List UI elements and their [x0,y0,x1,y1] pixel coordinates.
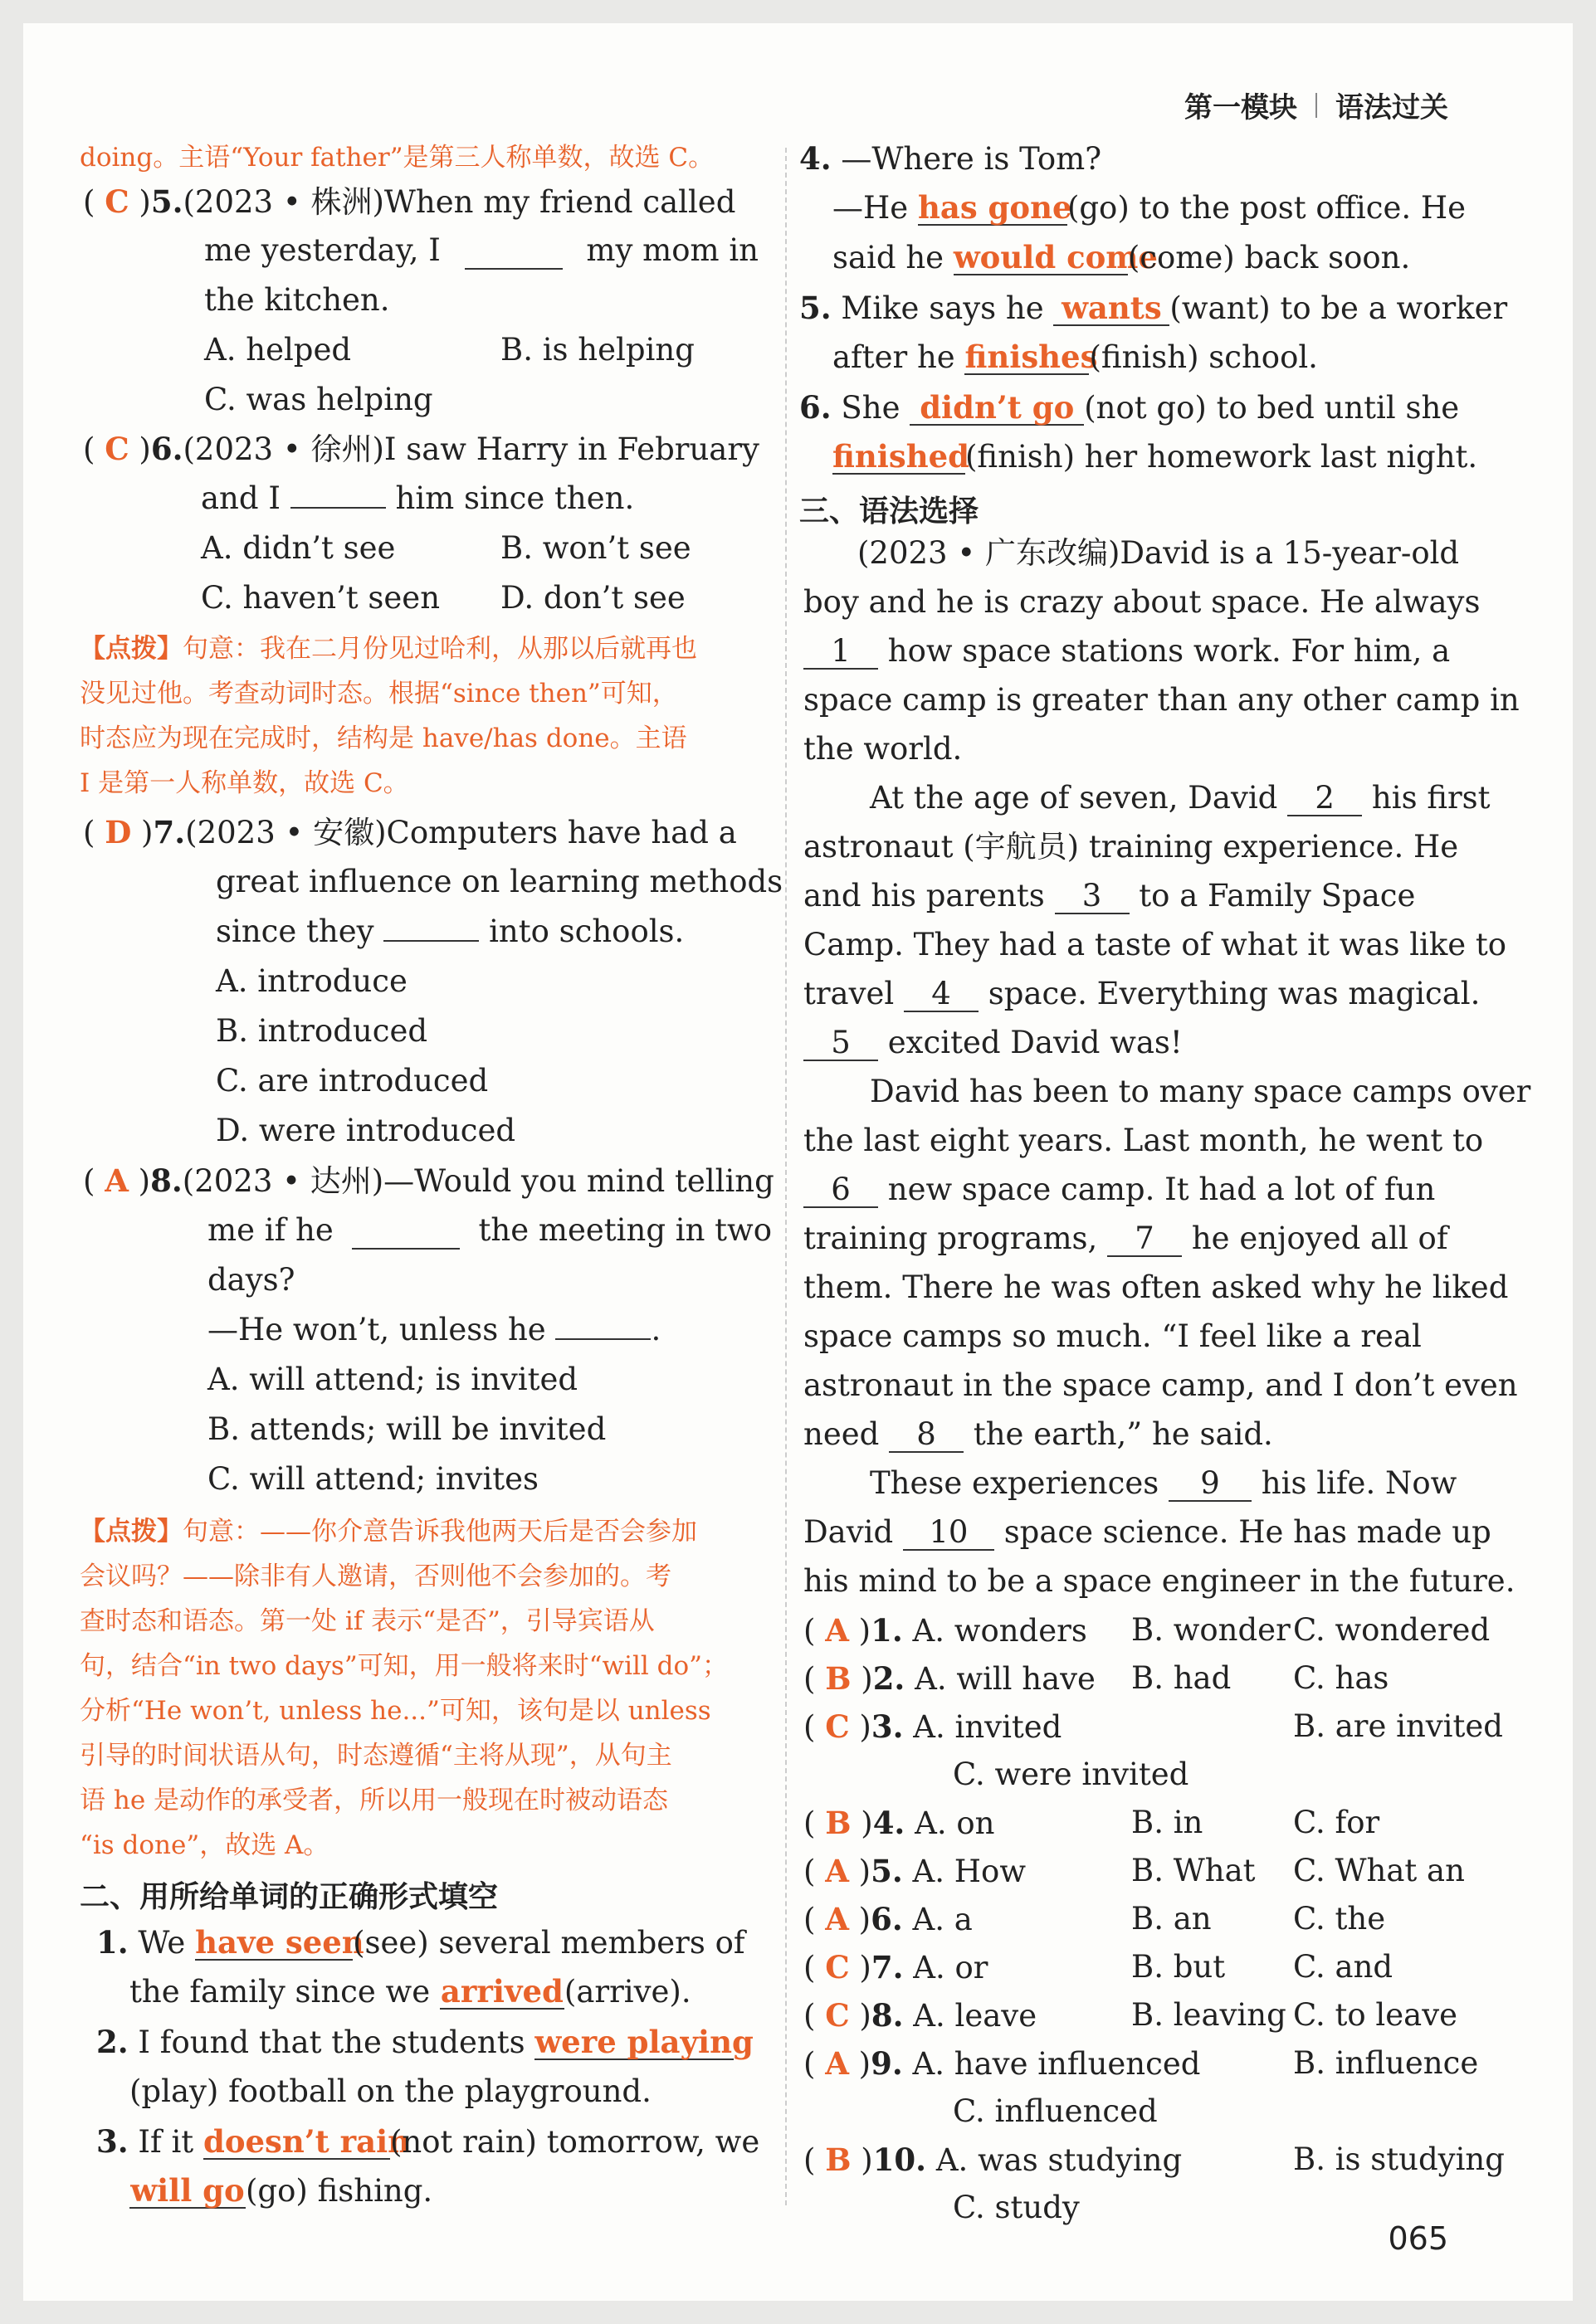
q6-answer: C [105,431,129,467]
note6-line2: 没见过他。考查动词时态。根据“since then”可知， [80,679,678,709]
q7-option-c: C. are introduced [216,1063,489,1099]
passage-blank-9[interactable]: 9 [1169,1467,1252,1502]
choice-option-b: B. leaving [1131,1997,1286,2033]
f3-answer1[interactable]: doesn’t rain [203,2123,411,2160]
choice-row-2: ( B )2. A. will have [803,1660,1096,1697]
choice-option-b: B. but [1131,1949,1226,1985]
choice-row-9: ( A )9. A. have influenced [803,2045,1201,2082]
f1-answer1[interactable]: have seen [195,1924,364,1961]
choice-option-a: A. have influenced [912,2046,1201,2082]
q6-option-a: A. didn’t see [201,530,396,566]
f1-text-a: We [138,1925,186,1961]
choice-option-c: C. were invited [953,1756,1189,1792]
q8-blank1[interactable] [352,1211,460,1250]
passage-blank-4[interactable]: 4 [904,977,979,1012]
q7-option-d: D. were introduced [216,1113,516,1148]
note8-tag: 【点拨】 [80,1517,183,1547]
f5-number: 5. [799,290,832,326]
q7-line1: ( D )7.(2023 • 安徽)Computers have had a [83,814,737,850]
choice-option-a: A. on [915,1805,995,1841]
note8-line1 [80,1513,697,1550]
header-section: 语法过关 [1335,91,1448,124]
q7-option-b: B. introduced [216,1013,428,1049]
choice-option-c: C. study [953,2190,1080,2225]
choice-option-a: A. wonders [912,1613,1087,1649]
note6-text1: 句意：我在二月份见过哈利，从那以后就再也 [183,634,697,664]
choice-number: 3. [871,1708,904,1745]
f2-answer1[interactable]: were playing [534,2024,754,2060]
passage-line: astronaut (宇航员) training experience. He [803,829,1459,865]
q8-number: 8. [150,1162,183,1199]
note8-line6: 引导的时间状语从句，时态遵循“主将从现”，从句主 [80,1741,672,1771]
choice-answer: B [825,1805,852,1841]
choice-option-c: C. for [1293,1805,1380,1840]
choice-option-c: C. the [1293,1901,1386,1937]
choice-number: 6. [871,1901,903,1937]
choice-answer: B [825,2141,852,2178]
q6-blank[interactable] [290,507,386,509]
q5-line1: ( C )5.(2023 • 株洲)When my friend called [83,183,736,220]
q6-line2 [201,480,634,518]
passage-text: David [803,1514,894,1550]
f1-text-b: (see) several members of [353,1925,745,1961]
note6-tag: 【点拨】 [80,634,183,664]
passage-line: the last eight years. Last month, he went to [803,1123,1484,1158]
choice-row-4: ( B )4. A. on [803,1805,995,1841]
q8-stem: (2023 • 达州)—Would you mind telling [182,1163,774,1199]
passage-blank-7[interactable]: 7 [1107,1222,1182,1257]
choice-row-1: ( A )1. A. wonders [803,1612,1087,1649]
q6-option-b: B. won’t see [500,530,691,566]
f3-text-a: If it [138,2124,194,2160]
passage-blank-10[interactable]: 10 [903,1516,994,1551]
passage-blank-5[interactable]: 5 [803,1026,878,1061]
choice-answer: A [825,1612,849,1649]
q6-option-c: C. haven’t seen [201,580,441,616]
q8-option-b: B. attends; will be invited [207,1411,607,1447]
passage-line: Camp. They had a taste of what it was like to [803,927,1507,962]
choice-option-c: C. has [1293,1660,1389,1696]
f2-text-a: I found that the students [138,2024,525,2060]
passage-text: travel [803,976,895,1011]
f5-text-c: after he [832,339,955,375]
choice-row-10: ( B )10. A. was studying [803,2141,1183,2178]
passage-text: new space camp. It had a lot of fun [887,1172,1436,1207]
f3-line2 [129,2172,432,2210]
f4-line3 [832,239,1410,277]
choice-number: 7. [871,1949,904,1985]
page-number: 065 [1388,2220,1448,2257]
passage-line [803,1415,1273,1454]
f6-answer1[interactable]: didn’t go [910,391,1084,426]
q8-stem4a: —He won’t, unless he [207,1312,546,1347]
passage-line [803,632,1450,670]
note8-text1: 句意：——你介意告诉我他两天后是否会参加 [183,1517,697,1547]
choice-row-7: ( C )7. A. or [803,1949,988,1985]
q5-line3: the kitchen. [204,282,390,318]
f2-line2: (play) football on the playground. [129,2073,652,2109]
choice-answer: C [825,1708,850,1745]
q5-option-c: C. was helping [204,382,433,417]
choice-option-a: A. How [912,1854,1026,1889]
choice-option-c: C. to leave [1293,1997,1458,2033]
choice-answer: A [825,1853,849,1889]
note6-line3: 时态应为现在完成时，结构是 have/has done。主语 [80,724,687,753]
passage-text: space science. He has made up [1003,1514,1491,1550]
q7-stem3b: into schools. [489,914,685,949]
header-separator [1315,93,1317,118]
q6-line1: ( C )6.(2023 • 徐州)I saw Harry in February [83,431,759,467]
q8-line4 [207,1311,661,1349]
f2-number: 2. [96,2024,129,2060]
q5-option-b: B. is helping [500,332,695,368]
passage-line [803,877,1415,915]
f4-text-e: (come) back soon. [1127,240,1411,275]
choice-answer: C [825,1997,850,2034]
passage-blank-2[interactable]: 2 [1287,782,1362,816]
workbook-page [23,23,1573,2301]
choice-option-c: C. and [1293,1949,1393,1985]
f6-text-c: (finish) her homework last night. [965,439,1478,475]
choice-option-a: A. or [913,1950,988,1985]
q5-stem2b: my mom in [586,232,759,268]
q8-stem2a: me if he [207,1212,334,1248]
f1-number: 1. [96,1924,129,1961]
f4-answer1[interactable]: has gone [917,189,1072,226]
q7-stem3a: since they [216,914,374,949]
choice-option-a: A. leave [913,1998,1037,2034]
note8-line8: “is done”，故选 A。 [80,1830,329,1860]
passage-text: he enjoyed all of [1191,1220,1448,1256]
choice-row-3: ( C )3. A. invited [803,1708,1062,1745]
choice-row-5: ( A )5. A. How [803,1853,1026,1889]
passage-line: David has been to many space camps over [870,1074,1531,1109]
q6-stem: (2023 • 徐州)I saw Harry in February [183,431,759,467]
passage-line [803,1513,1491,1552]
choice-option-b: B. are invited [1293,1708,1503,1744]
passage-text: how space stations work. For him, a [887,633,1451,669]
choice-option-b: B. What [1131,1853,1256,1888]
passage-text: These experiences [870,1465,1159,1501]
passage-line: space camp is greater than any other camp in [803,682,1520,718]
note6-line1 [80,631,697,667]
f4-answer2[interactable]: would come [953,239,1158,275]
f1-answer2[interactable]: arrived [440,1973,564,2010]
q7-line2: great influence on learning methods [216,864,783,899]
f1-line2 [129,1973,691,2011]
carry-note: doing。主语“Your father”是第三人称单数，故选 C。 [80,143,715,173]
passage-text: the earth,” he said. [973,1416,1273,1452]
choice-answer: A [825,2045,849,2082]
q8-line2 [207,1211,772,1250]
q8-answer: A [105,1162,129,1199]
passage-line [803,1024,1183,1062]
note6-line4: I 是第一人称单数，故选 C。 [80,768,409,798]
passage-line: them. There he was often asked why he liked [803,1269,1509,1305]
q7-number: 7. [153,814,186,850]
passage-text: his life. Now [1261,1465,1457,1501]
note8-line4: 句，结合“in two days”可知，用一般将来时“will do”； [80,1651,729,1681]
passage-line [803,1171,1435,1209]
f6-text-b: (not go) to bed until she [1084,390,1460,426]
q5-option-a: A. helped [204,332,352,368]
choice-option-c: C. influenced [953,2093,1158,2129]
q8-option-c: C. will attend; invites [207,1461,539,1497]
f2-line1 [96,2023,754,2062]
passage-blank-3[interactable]: 3 [1055,879,1130,914]
page-header [1184,85,1448,125]
q5-answer: C [105,183,129,220]
q8-line1: ( A )8.(2023 • 达州)—Would you mind telling [83,1162,774,1199]
passage-line [803,1220,1448,1258]
q5-blank[interactable] [465,231,563,270]
f4-line1 [799,139,1101,178]
choice-row-6: ( A )6. A. a [803,1901,973,1937]
q5-stem2a: me yesterday, I [204,232,441,268]
header-module: 第一模块 [1184,91,1297,124]
f3-text-b: (not rain) tomorrow, we [389,2124,760,2160]
f3-line1 [96,2122,759,2161]
note8-line3: 查时态和语态。第一处 if 表示“是否”，引导宾语从 [80,1606,655,1636]
q8-line3: days? [207,1262,295,1298]
choice-number: 5. [871,1853,903,1889]
f5-line1 [799,289,1507,328]
note8-line7: 语 he 是动作的承受者，所以用一般现在时被动语态 [80,1786,669,1815]
f5-line2 [832,339,1318,377]
passage-text: training programs, [803,1220,1098,1256]
f1-text-c: the family since we [129,1974,431,2010]
choice-answer: A [825,1901,849,1937]
passage-text: excited David was! [887,1025,1183,1060]
choice-option-a: A. invited [913,1709,1062,1745]
choice-option-b: B. influence [1293,2045,1479,2081]
f3-answer2[interactable]: will go [130,2172,245,2209]
choice-number: 8. [871,1997,904,2034]
choice-number: 10. [872,2141,927,2178]
choice-option-c: C. wondered [1293,1612,1491,1648]
q8-stem4b: . [651,1312,661,1347]
choice-answer: B [825,1660,852,1697]
q6-stem2b: him since then. [395,480,635,516]
choice-option-b: B. in [1131,1805,1203,1840]
q5-stem: (2023 • 株洲)When my friend called [183,184,736,220]
f5-text-d: (finish) school. [1089,339,1318,375]
passage-text: space. Everything was magical. [988,976,1481,1011]
passage-text: and his parents [803,878,1045,914]
section2-title: 二、用所给单词的正确形式填空 [80,1880,499,1914]
q7-line3 [216,913,684,951]
f4-line2 [832,189,1466,227]
choice-option-c: C. What an [1293,1853,1465,1888]
f6-line2 [832,438,1477,476]
choice-answer: C [825,1949,850,1985]
f5-answer1[interactable]: wants [1053,291,1169,326]
f6-line1 [799,388,1459,427]
passage-line: space camps so much. “I feel like a real [803,1318,1422,1354]
passage-blank-8[interactable]: 8 [889,1418,964,1453]
column-divider [785,148,787,2205]
passage-text: to a Family Space [1139,878,1416,914]
f4-text-a: —Where is Tom? [841,141,1102,177]
f5-answer2[interactable]: finishes [964,339,1098,375]
choice-number: 4. [872,1805,905,1841]
f3-text-c: (go) fishing. [246,2173,433,2209]
q8-option-a: A. will attend; is invited [207,1362,578,1397]
q7-answer: D [105,814,132,850]
q8-stem2b: the meeting in two [478,1212,772,1248]
note8-line5: 分析“He won’t, unless he...”可知，该句是以 unless [80,1696,711,1726]
f4-text-c: (go) to the post office. He [1066,190,1467,226]
section3-title: 三、语法选择 [799,495,979,529]
f1-text-d: (arrive). [564,1974,691,2010]
f6-text-a: She [841,390,900,426]
choice-option-b: B. wonder [1131,1612,1291,1648]
f6-answer2[interactable]: finished [832,438,970,475]
q7-blank[interactable] [383,940,479,942]
f4-number: 4. [799,140,832,177]
q5-number: 5. [150,183,183,220]
passage-line: his mind to be a space engineer in the future. [803,1563,1515,1599]
choice-row-8: ( C )8. A. leave [803,1997,1037,2034]
f3-number: 3. [96,2123,129,2160]
q6-number: 6. [150,431,183,467]
f4-text-d: said he [832,240,944,275]
choice-option-b: B. is studying [1293,2141,1505,2177]
passage-line [870,779,1491,817]
note8-line2: 会议吗？——除非有人邀请，否则他不会参加的。考 [80,1562,671,1591]
choice-number: 9. [871,2045,903,2082]
passage-line [870,1464,1457,1503]
q5-line2 [204,231,759,270]
passage-line: the world. [803,731,963,767]
f4-text-b: —He [832,190,909,226]
passage-line: boy and he is crazy about space. He always [803,584,1481,620]
f5-text-b: (want) to be a worker [1169,290,1508,326]
choice-option-a: A. a [912,1902,973,1937]
choice-option-b: B. had [1131,1660,1232,1696]
f6-number: 6. [799,389,832,426]
f1-line1 [96,1923,745,1962]
choice-option-b: B. an [1131,1901,1212,1937]
q6-stem2a: and I [201,480,281,516]
passage-line: (2023 • 广东改编)David is a 15-year-old [857,535,1460,571]
f5-text-a: Mike says he [841,290,1044,326]
choice-option-a: A. will have [915,1661,1096,1697]
choice-option-a: A. was studying [935,2142,1183,2178]
passage-text: his first [1371,780,1491,816]
passage-line [803,975,1480,1013]
choice-number: 2. [872,1660,905,1697]
q8-blank2[interactable] [555,1338,651,1340]
choice-number: 1. [871,1612,903,1649]
q7-stem: (2023 • 安徽)Computers have had a [185,815,737,850]
q6-option-d: D. don’t see [500,580,686,616]
passage-text: At the age of seven, David [870,780,1278,816]
passage-blank-6[interactable]: 6 [803,1173,878,1208]
passage-text: need [803,1416,880,1452]
passage-blank-1[interactable]: 1 [803,635,878,670]
passage-line: astronaut in the space camp, and I don’t even [803,1367,1518,1403]
q7-option-a: A. introduce [216,963,408,999]
